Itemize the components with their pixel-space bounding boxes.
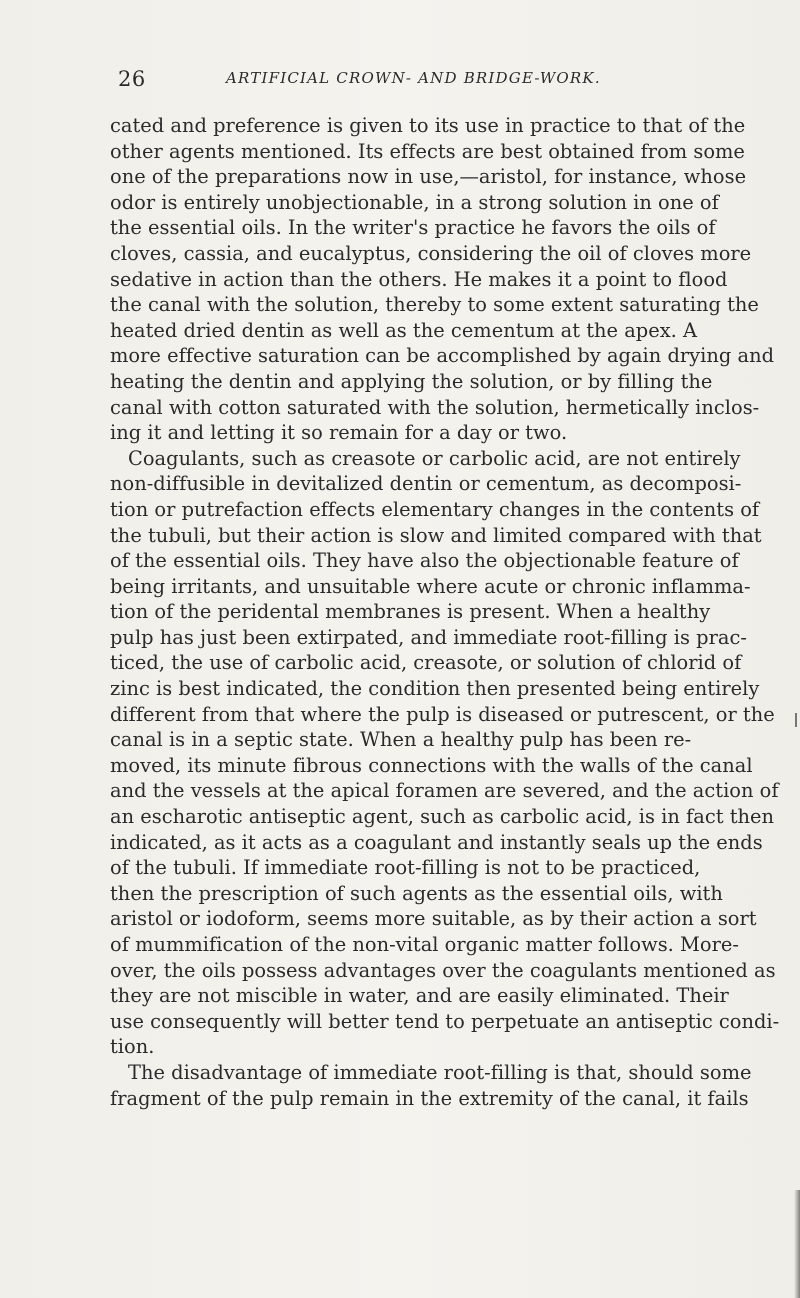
text-line: then the prescription of such agents as the essential oils, with [110, 881, 723, 905]
text-line: over, the oils possess advantages over the coagulants mentioned as [110, 958, 776, 982]
page-speck [795, 713, 797, 727]
text-line: non-diffusible in devitalized dentin or cementum, as decomposi- [110, 472, 742, 496]
text-line: one of the preparations now in use,—aristol, for instance, whose [110, 165, 747, 189]
text-line: ing it and letting it so remain for a day or two. [110, 421, 568, 445]
text-line: of the essential oils. They have also the objectionable feature of [110, 549, 739, 573]
text-line: canal is in a septic state. When a healthy pulp has been re- [110, 728, 692, 752]
page-number: 26 [118, 67, 146, 91]
paragraph-start-line: Coagulants, such as creasote or carbolic acid, are not entirely [128, 446, 741, 470]
text-line: indicated, as it acts as a coagulant and instantly seals up the ends [110, 830, 763, 854]
text-line: aristol or iodoform, seems more suitable, as by their action a sort [110, 907, 757, 931]
text-line: heated dried dentin as well as the cementum at the apex. A [110, 318, 698, 342]
text-line: cloves, cassia, and eucalyptus, considering the oil of cloves more [110, 241, 752, 265]
text-line: zinc is best indicated, the condition then presented being entirely [110, 677, 760, 701]
text-line: sedative in action than the others. He makes it a point to flood [110, 267, 728, 291]
text-line: of the tubuli. If immediate root-filling is not to be practiced, [110, 856, 701, 880]
text-line: other agents mentioned. Its effects are best obtained from some [110, 139, 745, 163]
body-text [110, 113, 794, 1111]
text-line: tion or putrefaction effects elementary changes in the contents of [110, 497, 760, 521]
running-title: ARTIFICIAL CROWN- AND BRIDGE-WORK. [226, 69, 601, 87]
text-line: moved, its minute fibrous connections with the walls of the canal [110, 753, 753, 777]
text-line: more effective saturation can be accomplished by again drying and [110, 344, 775, 368]
text-line: and the vessels at the apical foramen are severed, and the action of [110, 779, 779, 803]
text-line: tion of the peridental membranes is present. When a healthy [110, 600, 711, 624]
text-line: the canal with the solution, thereby to some extent saturating the [110, 293, 759, 317]
text-line: of mummification of the non-vital organic matter follows. More- [110, 933, 739, 956]
text-line: different from that where the pulp is diseased or putrescent, or the [110, 702, 775, 726]
text-line: odor is entirely unobjectionable, in a strong solution in one of [110, 190, 719, 214]
text-line: they are not miscible in water, and are easily eliminated. Their [110, 984, 729, 1008]
text-line: being irritants, and unsuitable where acute or chronic inflamma- [110, 574, 751, 598]
text-line: heating the dentin and applying the solution, or by filling the [110, 369, 713, 393]
text-line: ticed, the use of carbolic acid, creasote, or solution of chlorid of [110, 651, 742, 675]
page-header [118, 67, 718, 97]
text-line: pulp has just been extirpated, and immediate root-filling is prac- [110, 625, 747, 649]
text-line: canal with cotton saturated with the solution, hermetically inclos- [110, 395, 760, 419]
text-line: cated and preference is given to its use in practice to that of the [110, 114, 746, 137]
page-edge-shadow [794, 1190, 800, 1298]
text-line: use consequently will better tend to perpetuate an antiseptic condi- [110, 1009, 780, 1033]
paragraph-start-line: The disadvantage of immediate root-filling is that, should some [128, 1060, 752, 1084]
text-line: tion. [110, 1035, 155, 1059]
text-line: an escharotic antiseptic agent, such as carbolic acid, is in fact then [110, 805, 775, 829]
text-line: the essential oils. In the writer's practice he favors the oils of [110, 216, 716, 240]
text-line: the tubuli, but their action is slow and limited compared with that [110, 523, 762, 547]
text-line: fragment of the pulp remain in the extremity of the canal, it fails [110, 1086, 749, 1110]
